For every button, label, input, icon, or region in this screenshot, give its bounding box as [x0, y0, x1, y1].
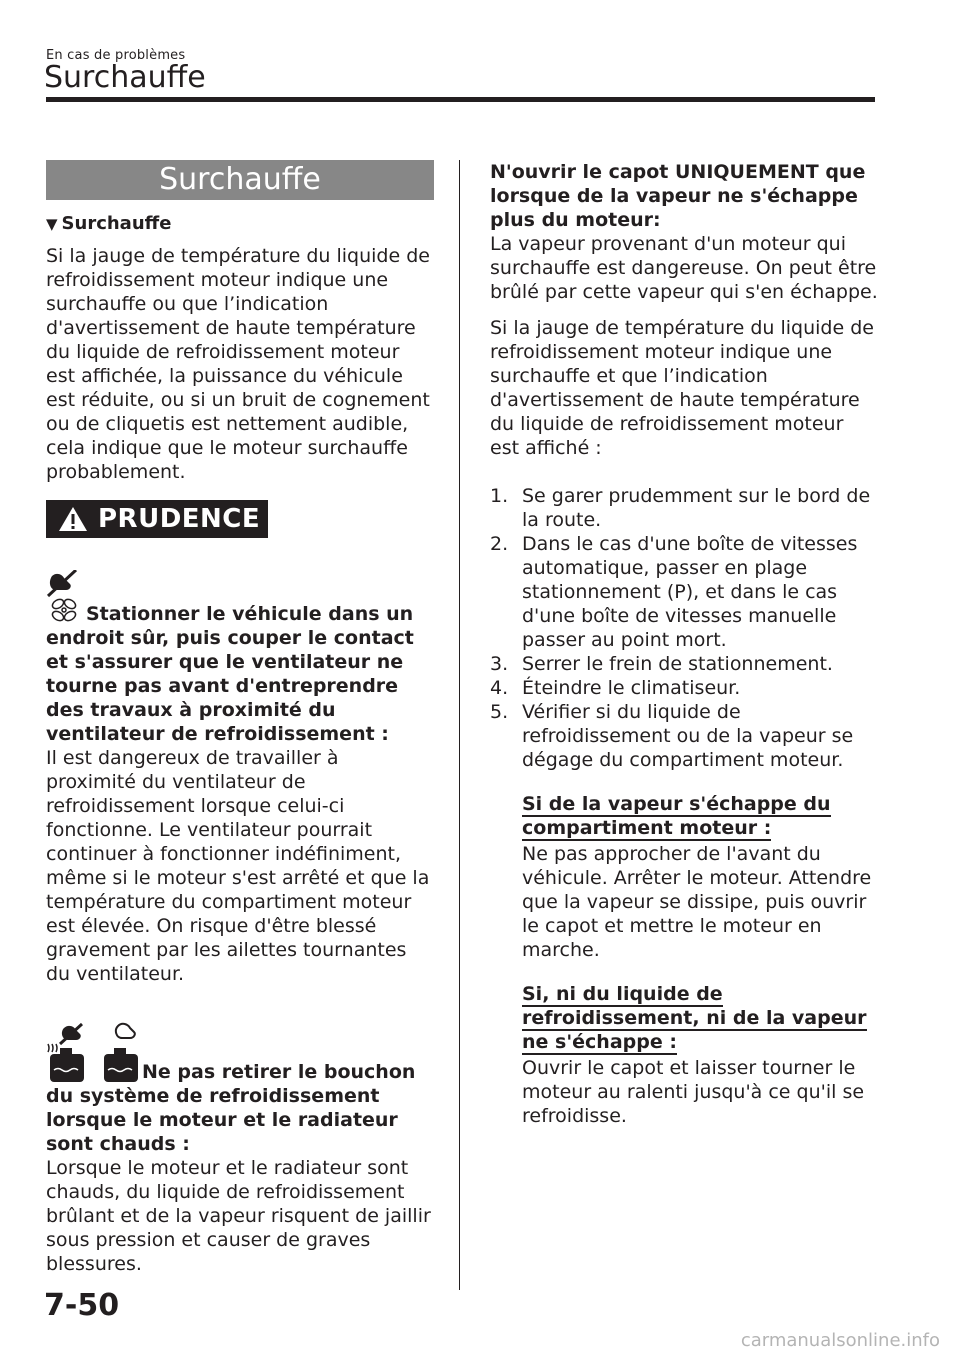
condition-nosteam-text: Ouvrir le capot et laisser tourner le moteur au ralenti jusqu'à ce qu'il se refroidisse. — [522, 1057, 865, 1127]
column-divider — [459, 160, 460, 1290]
intro-paragraph: Si la jauge de température du liquide de refroidissement moteur indique une surchauffe ou que l’indication d'avertissement de haute température du liquide de refroidissement moteur est affichée, la puissance du véhicule est réduite, ou si un bruit de cognement ou de cliquetis est nettement audible, cela indique que le moteur surchauffe probablement. — [46, 245, 430, 483]
subheading-text: Surchauffe — [61, 213, 172, 234]
triangle-bullet-icon: ▼ — [46, 215, 58, 233]
warning-steam-bold: N'ouvrir le capot UNIQUEMENT que lorsque de la vapeur ne s'échappe plus du moteur: — [490, 161, 866, 231]
condition-steam — [522, 792, 878, 962]
check-icon: ✓ — [126, 1067, 142, 1088]
warning-triangle-icon — [58, 506, 88, 532]
cap-warning-block — [46, 1022, 434, 1276]
step-item: 3. Serrer le frein de stationnement. — [490, 653, 833, 675]
condition-steam-heading: Si de la vapeur s'échappe du compartiment moteur : — [522, 793, 831, 839]
header-rule — [46, 97, 875, 102]
warning-cap-bold: Ne pas retirer le bouchon du système de refroidissement lorsque le moteur et le radiateur sont chauds : — [46, 1061, 416, 1155]
step-item: 2. Dans le cas d'une boîte de vitesses automatique, passer en plage stationnement (P), et dans le cas d'une boîte de vitesses manuelle passer au point mort. — [490, 533, 858, 651]
condition-nosteam-heading: Si, ni du liquide de refroidissement, ni de la vapeur ne s'échappe : — [522, 983, 867, 1053]
condition-nosteam — [522, 982, 878, 1128]
icon-row-cap — [46, 1022, 434, 1088]
condition-steam-text: Ne pas approcher de l'avant du véhicule. Arrêter le moteur. Attendre que la vapeur se dissipe, puis ouvrir le capot et mettre le moteur en marche. — [522, 843, 872, 961]
subheading — [46, 212, 434, 236]
step-item: 4. Éteindre le climatiseur. — [490, 677, 741, 699]
warning-fan-text: Il est dangereux de travailler à proximité du ventilateur de refroidissement lorsque celui-ci fonctionne. Le ventilateur pourrait continuer à fonctionner indéfiniment, même si le moteur s'est arrêté et que la température du compartiment moteur est élevée. On risque d'être blessé gravement par les ailettes tournantes du ventilateur. — [46, 747, 430, 985]
page-number: 7-50 — [44, 1288, 120, 1323]
warning-steam-text: La vapeur provenant d'un moteur qui surchauffe est dangereuse. On peut être brûlé par cette vapeur qui s'en échappe. — [490, 233, 878, 303]
page-title: Surchauffe — [44, 60, 206, 95]
prudence-badge — [46, 500, 268, 538]
section-banner: Surchauffe — [46, 160, 434, 200]
section-label: En cas de problèmes — [46, 48, 186, 63]
icon-row-fan — [46, 570, 434, 626]
step-item: 1. Se garer prudemment sur le bord de la route. — [490, 485, 871, 531]
steps-list — [490, 484, 878, 772]
no-hand-fan-icon — [46, 570, 88, 624]
watermark: carmanualsonline.info — [740, 1330, 940, 1351]
step-item: 5. Vérifier si du liquide de refroidissement ou de la vapeur se dégage du compartiment moteur. — [490, 701, 854, 771]
instructions-intro: Si la jauge de température du liquide de refroidissement moteur indique une surchauffe et que l’indication d'avertissement de haute température du liquide de refroidissement moteur est affiché : — [490, 317, 874, 459]
warning-fan-bold: Stationner le véhicule dans un endroit sûr, puis couper le contact et s'assurer que le ventilateur ne tourne pas avant d'entreprendre des travaux à proximité du ventilateur de refroidissement : — [46, 603, 414, 745]
left-column — [46, 160, 434, 1276]
warning-cap-text: Lorsque le moteur et le radiateur sont chauds, du liquide de refroidissement brûlant et de la vapeur risquent de jaillir sous pression et causer de graves blessures. — [46, 1157, 431, 1275]
prudence-label: PRUDENCE — [98, 504, 261, 534]
right-column — [490, 160, 878, 1128]
